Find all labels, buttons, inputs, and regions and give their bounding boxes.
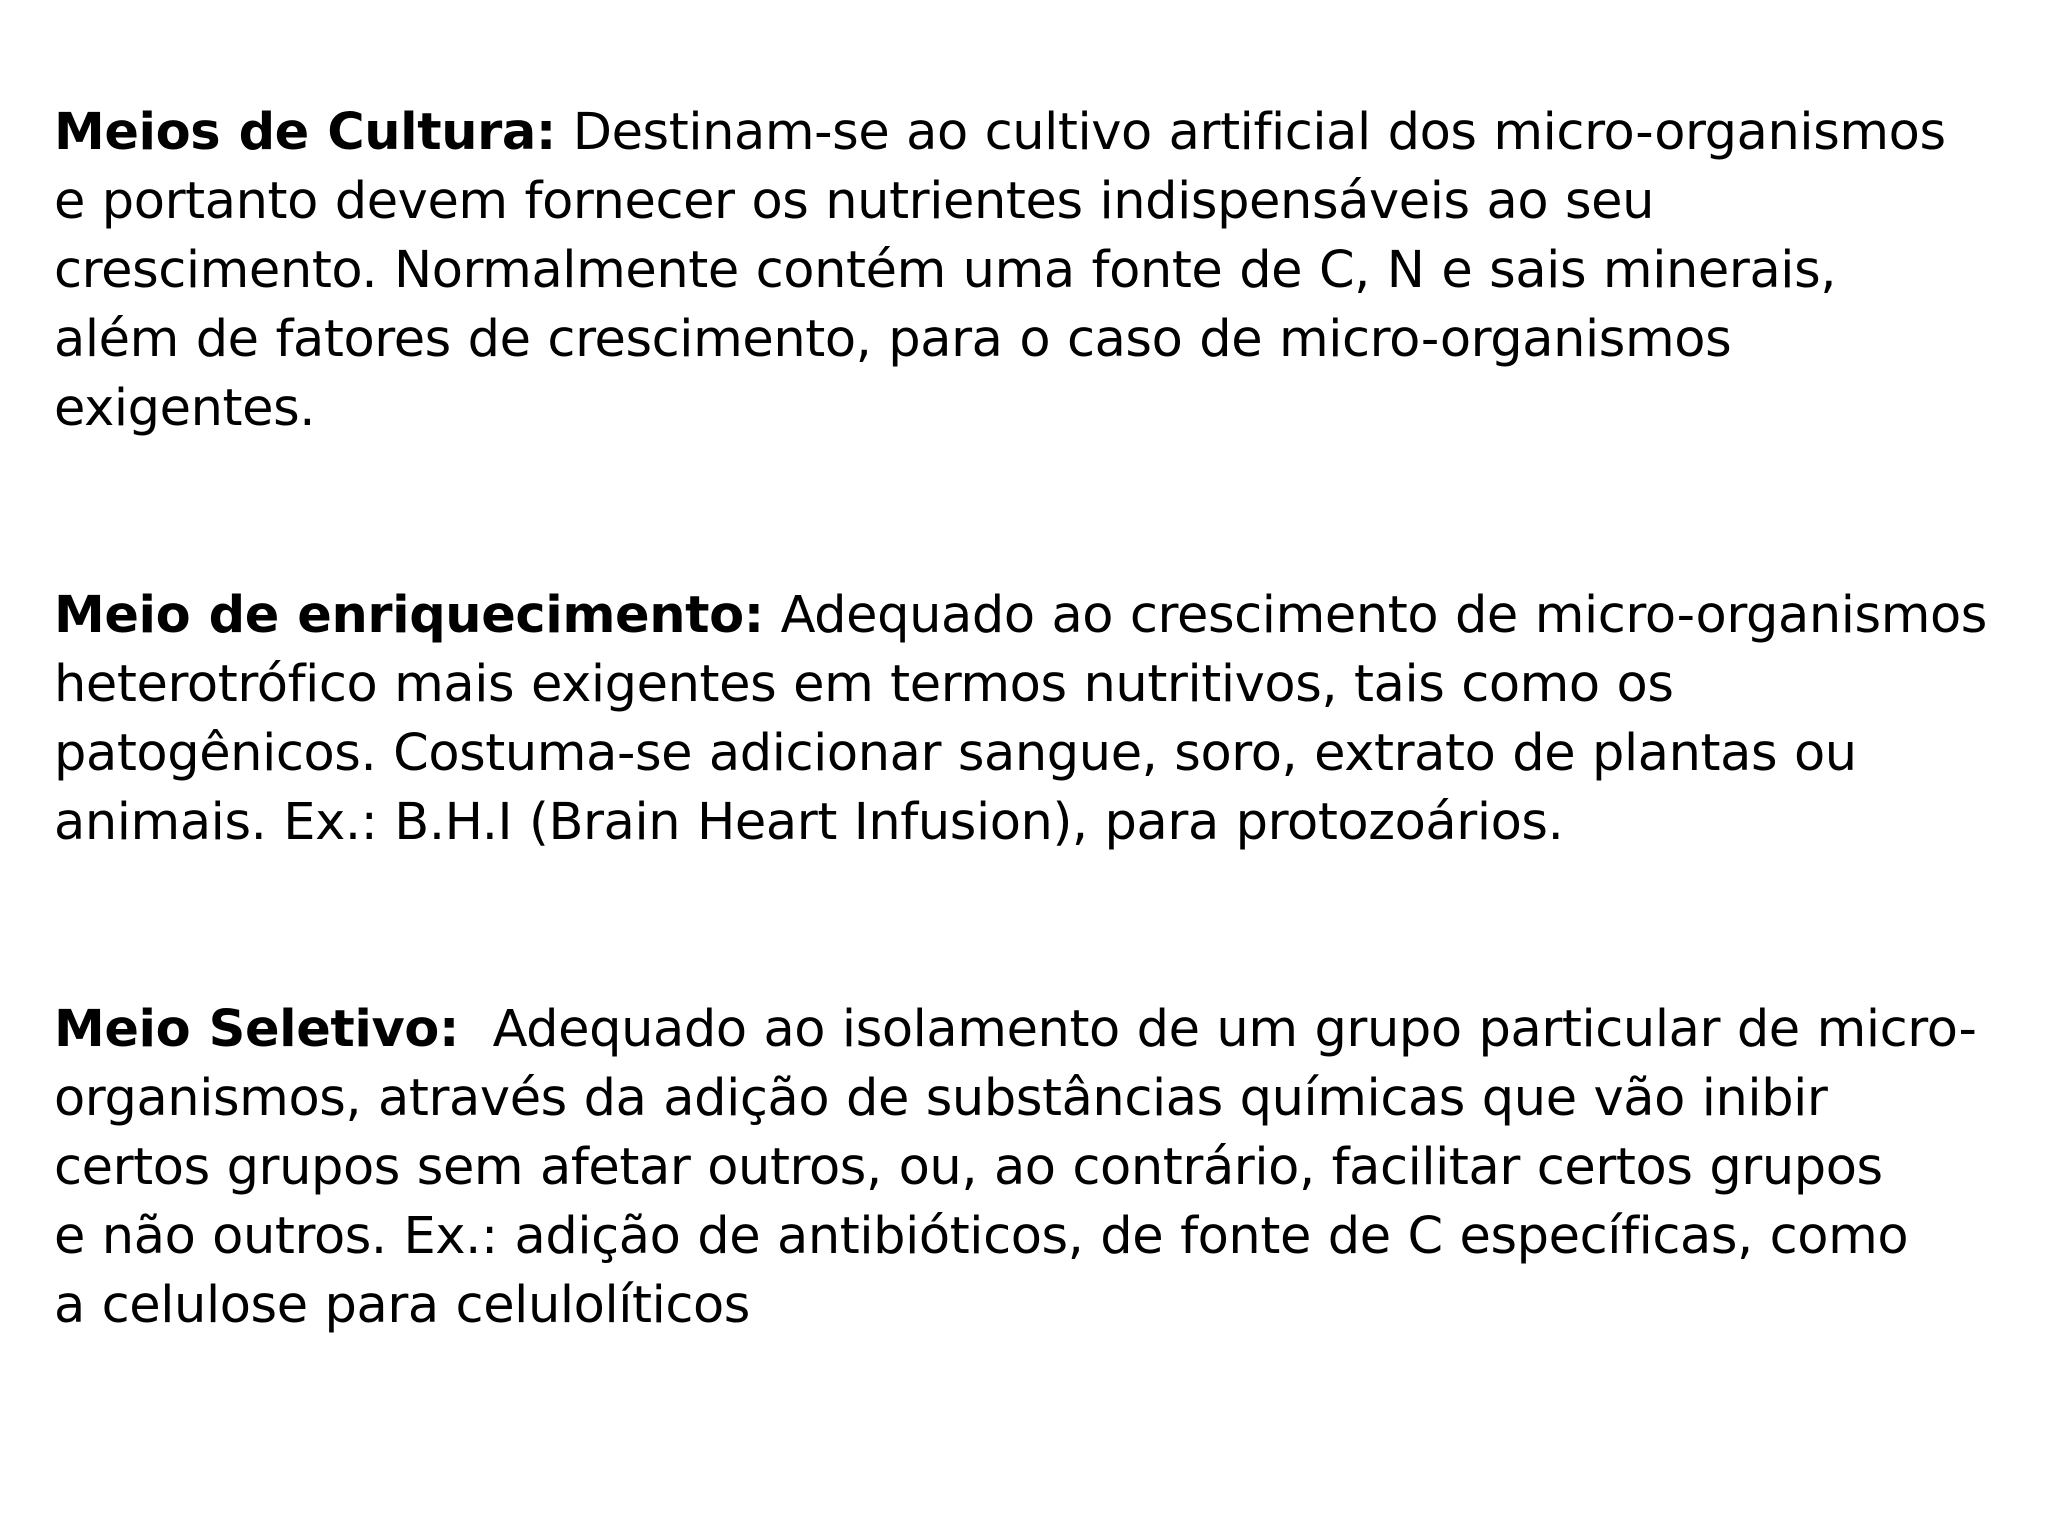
text-line (54, 581, 2014, 650)
text-line: e não outros. Ex.: adição de antibióticos, de fonte de C específicas, como (54, 1207, 1909, 1266)
text-line: animais. Ex.: B.H.I (Brain Heart Infusion), para protozoários. (54, 793, 1564, 852)
text-line: exigentes. (54, 379, 316, 438)
text-line (54, 995, 2014, 1064)
definition-text: Destinam-se ao cultivo artificial dos micro-organismos (555, 103, 1946, 162)
paragraph-meio-de-enriquecimento (54, 581, 2014, 857)
text-line: além de fatores de crescimento, para o caso de micro-organismos (54, 310, 1732, 369)
definition-text: Adequado ao isolamento de um grupo particular de micro- (458, 1000, 1977, 1059)
paragraph-meios-de-cultura (54, 98, 2014, 443)
text-line: organismos, através da adição de substâncias químicas que vão inibir (54, 1069, 1828, 1128)
paragraph-meio-seletivo (54, 995, 2014, 1340)
text-line: heterotrófico mais exigentes em termos nutritivos, tais como os (54, 655, 1674, 714)
text-line: crescimento. Normalmente contém uma fonte de C, N e sais minerais, (54, 241, 1837, 300)
definition-text: Adequado ao crescimento de micro-organismos (763, 586, 1987, 645)
text-line: e portanto devem fornecer os nutrientes indispensáveis ao seu (54, 172, 1655, 231)
term-meio-seletivo: Meio Seletivo: (54, 1000, 459, 1059)
text-line (54, 98, 2014, 167)
text-line: patogênicos. Costuma-se adicionar sangue, soro, extrato de plantas ou (54, 724, 1857, 783)
text-line: a celulose para celulolíticos (54, 1276, 750, 1335)
text-line: certos grupos sem afetar outros, ou, ao contrário, facilitar certos grupos (54, 1138, 1883, 1197)
term-meios-de-cultura: Meios de Cultura: (54, 103, 556, 162)
term-meio-de-enriquecimento: Meio de enriquecimento: (54, 586, 764, 645)
